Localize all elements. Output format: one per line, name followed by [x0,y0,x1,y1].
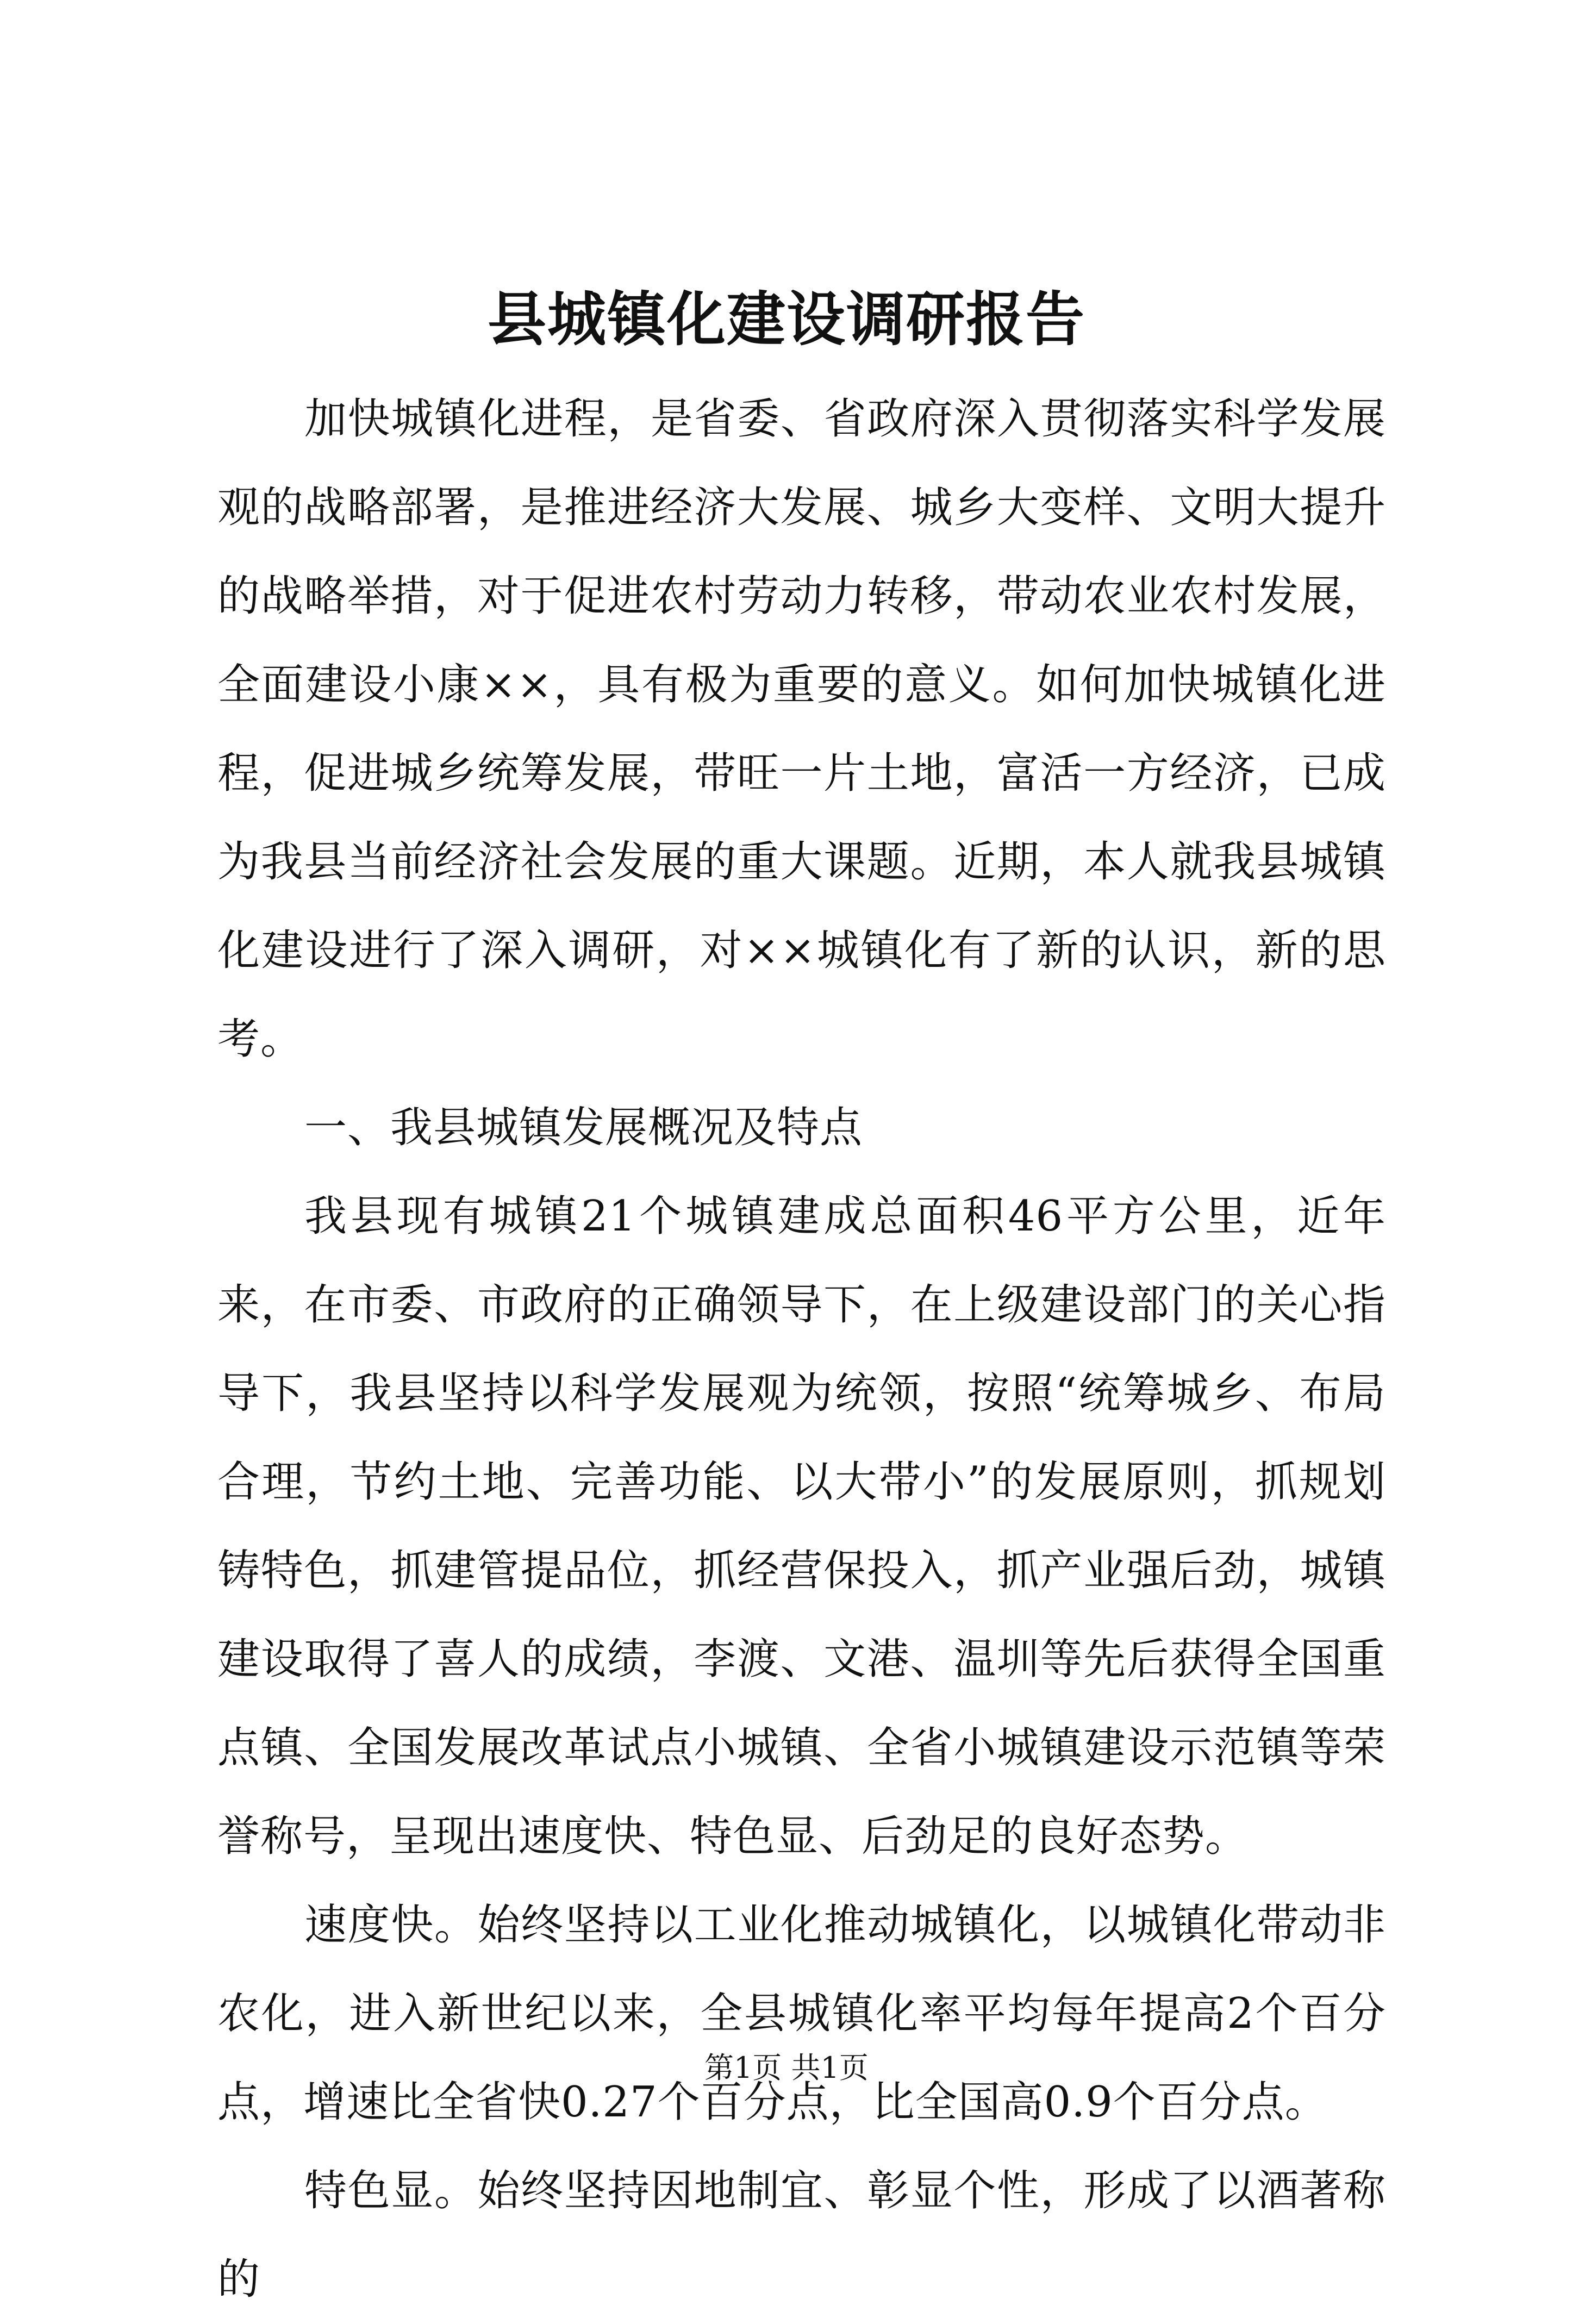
paragraph-speed: 速度快。始终坚持以工业化推动城镇化，以城镇化带动非农化，进入新世纪以来，全县城镇化率平均每年提高2个百分点，增速比全省快0.27个百分点，比全国高0.9个百分点。 [217,1901,1386,2127]
paragraph-intro: 加快城镇化进程，是省委、省政府深入贯彻落实科学发展观的战略部署，是推进经济大发展、城乡大变样、文明大提升的战略举措，对于促进农村劳动力转移，带动农业农村发展，全面建设小康××，具有极为重要的意义。如何加快城镇化进程，促进城乡统筹发展，带旺一片土地，富活一方经济，已成为我县当前经济社会发展的重大课题。近期，本人就我县城镇化建设进行了深入调研，对××城镇化有了新的认识，新的思考。 [217,395,1386,1064]
document-title: 县城镇化建设调研报告 [487,285,1085,354]
paragraph-overview: 我县现有城镇21个城镇建成总面积46平方公里，近年来，在市委、市政府的正确领导下，在上级建设部门的关心指导下，我县坚持以科学发展观为统领，按照“统筹城乡、布局合理，节约土地、完善功能、以大带小”的发展原则，抓规划铸特色，抓建管提品位，抓经营保投入，抓产业强后劲，城镇建设取得了喜人的成绩，李渡、文港、温圳等先后获得全国重点镇、全国发展改革试点小城镇、全省小城镇建设示范镇等荣誉称号，呈现出速度快、特色显、后劲足的良好态势。 [217,1192,1386,1861]
document-body [217,375,1386,2324]
paragraph-features: 特色显。始终坚持因地制宜、彰显个性，形成了以酒著称的 [217,2166,1386,2304]
page-footer: 第1页 共1页 [704,2051,869,2085]
section-heading-1: 一、我县城镇发展概况及特点 [304,1103,863,1152]
